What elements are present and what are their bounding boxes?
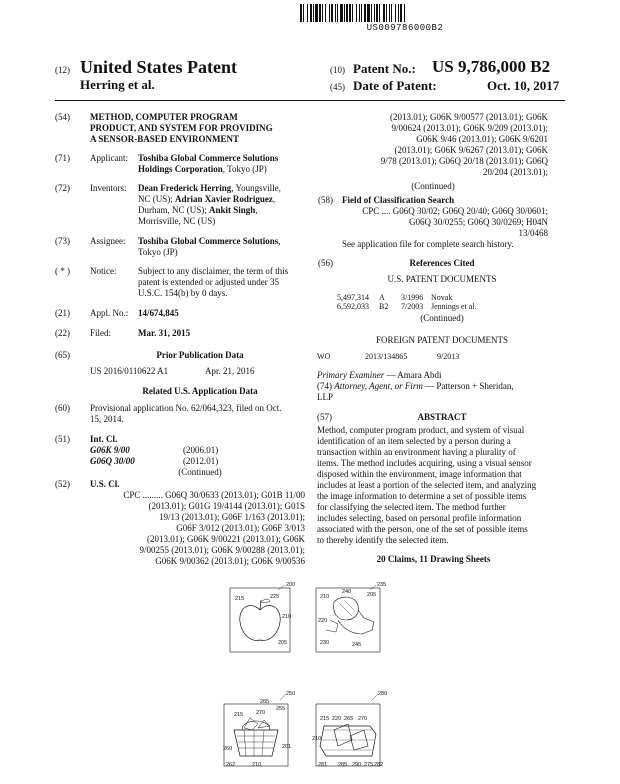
apple-stem: [260, 600, 261, 610]
cpc-line: 9/78 (2013.01); G06Q 20/18 (2013.01); G06Q: [380, 156, 548, 166]
inventors-code: (72): [55, 183, 70, 193]
fig-label: 210: [252, 762, 262, 768]
fig-ref-label: 235: [377, 582, 387, 588]
filed-code: (22): [55, 328, 70, 338]
related-heading: Related U.S. Application Data: [142, 386, 258, 396]
abstract-heading: ABSTRACT: [417, 412, 467, 422]
inventor-loc: ,: [255, 205, 258, 215]
publication-number: US009786000B2: [366, 23, 444, 33]
fig-ref-label: 200: [286, 582, 296, 588]
applicant-line: , Tokyo (JP): [222, 164, 267, 174]
abstract-line: includes selecting, based on personal profile information: [317, 513, 522, 523]
fig-label: 210: [320, 594, 330, 600]
inventor-loc: Durham, NC (US);: [138, 205, 209, 215]
prior-code: (65): [55, 350, 70, 360]
fig-label: 265: [344, 716, 354, 722]
inventor-loc: , Youngsville,: [231, 183, 281, 193]
applicant-value: [138, 153, 308, 175]
fig-label: 205: [278, 640, 288, 646]
inventor-name: Dean Frederick Herring: [138, 183, 232, 193]
fig-label: 270: [358, 716, 368, 722]
applicant-code: (71): [55, 153, 70, 163]
cpc-line: G06F 3/012 (2013.01); G06F 3/013: [176, 523, 305, 533]
foreign-heading: FOREIGN PATENT DOCUMENTS: [375, 335, 509, 345]
field-code: (58): [318, 195, 333, 205]
fig-label: 281: [318, 762, 328, 768]
abstract-line: disposed within the environment, image information that: [317, 469, 522, 479]
provisional-code: (60): [55, 403, 70, 413]
fig-label: 290: [352, 762, 362, 768]
inventors-label: Inventors:: [90, 183, 127, 193]
inventor-name: Adrian Xavier Rodriguez: [175, 194, 273, 204]
barcode-bar: [405, 4, 406, 22]
attorney: [317, 381, 514, 392]
figure-hand-item: [312, 580, 392, 660]
notice-code: ( * ): [55, 266, 70, 276]
us-doc-kind: A: [379, 293, 385, 302]
cpc-line: (2013.01); G01G 19/4144 (2013.01); G01S: [148, 501, 305, 511]
applicant-line: Holdings Corporation: [138, 164, 223, 174]
field-see: See application file for complete search history.: [342, 239, 514, 249]
fig-label: 210: [312, 736, 322, 742]
fig-ref-label: 250: [286, 691, 296, 697]
inventor-loc: ,: [272, 194, 276, 204]
us-doc-number: 5,497,314: [337, 293, 369, 302]
intcl-code: (51): [55, 434, 70, 444]
refs-heading: References Cited: [409, 258, 475, 268]
inventor-loc: Morrisville, NC (US): [138, 216, 216, 226]
fig-label: 275: [364, 762, 374, 768]
field-line: 13/0468: [518, 228, 548, 238]
cpc-line: G06K 9/46 (2013.01); G06K 9/6201: [416, 134, 548, 144]
claims-sheets: 20 Claims, 11 Drawing Sheets: [376, 554, 491, 564]
attorney-value-2: LLP: [317, 392, 334, 402]
uscl-label: U.S. Cl.: [90, 479, 120, 489]
fig-label: 230: [320, 640, 330, 646]
cpc-line: (2013.01); G06K 9/00577 (2013.01); G06K: [390, 112, 548, 122]
cpc-line: 19/13 (2013.01); G06F 1/163 (2013.01);: [159, 512, 305, 522]
refs-code: (56): [318, 258, 333, 268]
field-line: CPC .... G06Q 30/02; G06Q 20/40; G06Q 30/0601;: [362, 206, 548, 216]
field-heading: Field of Classification Search: [342, 195, 455, 205]
appl-code: (21): [55, 308, 70, 318]
notice-label: Notice:: [90, 266, 117, 276]
foreign-number: 2013/134865: [365, 352, 408, 361]
patent-no-label: Patent No.:: [353, 61, 416, 76]
fig-label: 282: [374, 762, 384, 768]
assignee-line: ,: [278, 236, 281, 246]
intcl-class: G06K 9/00: [90, 445, 130, 455]
prior-date: Apr. 21, 2016: [205, 366, 255, 376]
abstract-line: identification of an item selected by a person during a: [317, 436, 511, 446]
us-docs-heading: U.S. PATENT DOCUMENTS: [387, 274, 497, 284]
cpc-continued: (Continued): [411, 181, 455, 191]
appl-value: 14/674,845: [138, 308, 179, 318]
provisional-line: Provisional application No. 62/064,323, filed on Oct.: [90, 403, 282, 413]
fig-label: 260: [223, 746, 233, 752]
cpc-line: 9/00255 (2013.01); G06K 9/00288 (2013.01);: [139, 545, 305, 555]
intcl-label: Int. Cl.: [90, 434, 118, 444]
uscl-code: (52): [55, 479, 70, 489]
intcl-class: G06Q 30/00: [90, 456, 135, 466]
examiner: [317, 370, 442, 381]
examiner-value: — Amara Abdi: [384, 370, 442, 380]
patent-type-title: United States Patent: [80, 57, 237, 77]
intcl-year: (2006.01): [183, 445, 219, 455]
notice-line: Subject to any disclaimer, the term of this: [138, 266, 289, 276]
fig-label: 220: [318, 618, 328, 624]
intcl-year: (2012.01): [183, 456, 219, 466]
date-label: Date of Patent:: [353, 78, 437, 93]
header-code-10: (10): [330, 65, 345, 75]
fig-ref-label: 280: [378, 691, 388, 697]
provisional-line: 15, 2014.: [90, 414, 124, 424]
abstract-code: (57): [317, 412, 332, 422]
filed-value: Mar. 31, 2015: [138, 328, 191, 338]
fig-label: 262: [226, 762, 236, 768]
cpc-line: 20/204 (2013.01);: [483, 167, 548, 177]
inventors-value: [138, 183, 313, 227]
us-doc-kind: B2: [379, 302, 389, 311]
figure-frame: [316, 704, 380, 766]
header-code-45: (45): [330, 82, 345, 92]
figure-basket: [220, 690, 300, 770]
abstract-line: transaction within an environment having a plurality of: [317, 447, 516, 457]
filed-label: Filed:: [90, 328, 112, 338]
abstract-line: Method, computer program product, and system of visual: [317, 425, 525, 435]
abstract-line: includes at least a portion of the selected item, and analyzing: [317, 480, 537, 490]
us-doc-date: 3/1996: [401, 293, 424, 302]
abstract-line: items. The method includes acquiring, using a visual sensor: [317, 458, 532, 468]
date-value: Oct. 10, 2017: [487, 78, 560, 93]
header-rule: [55, 100, 565, 101]
fig-label: 205: [367, 592, 377, 598]
cpc-line: (2013.01); G06K 9/6267 (2013.01); G06K: [394, 145, 548, 155]
fig-label: 270: [256, 710, 266, 716]
assignee-line: Toshiba Global Commerce Solutions: [138, 236, 279, 246]
fig-label: 210: [282, 614, 292, 620]
field-list: [342, 206, 548, 239]
attorney-code: (74): [317, 381, 332, 391]
refs-continued: (Continued): [420, 313, 464, 323]
fig-label: 285: [338, 762, 348, 768]
cpc-list: [90, 490, 305, 567]
apple-outline: [240, 606, 280, 641]
applicant-line: Toshiba Global Commerce Solutions: [138, 153, 279, 163]
cpc-line: 9/00624 (2013.01); G06K 9/209 (2013.01);: [391, 123, 548, 133]
barcode: [300, 4, 510, 22]
fig-label: 215: [235, 596, 245, 602]
figure-tray: [312, 690, 392, 770]
hand-outline: [338, 610, 374, 634]
tray-outline: [320, 726, 376, 756]
assignee-code: (73): [55, 236, 70, 246]
cpc-line: G06K 9/00362 (2013.01); G06K 9/00536: [155, 556, 305, 566]
assignee-label: Assignee:: [90, 236, 126, 246]
inventor-loc: NC (US);: [138, 194, 176, 204]
title-line: A SENSOR-BASED ENVIRONMENT: [90, 134, 240, 144]
notice-value: [138, 266, 313, 299]
patent-no-value: US 9,786,000 B2: [432, 57, 551, 76]
us-doc-date: 7/2003: [401, 302, 424, 311]
held-item-outline: [334, 597, 359, 620]
fig-label: 265: [260, 699, 270, 705]
inventor-name: Ankit Singh: [209, 205, 256, 215]
assignee-line: Tokyo (JP): [138, 247, 178, 257]
notice-line: U.S.C. 154(b) by 0 days.: [138, 288, 228, 298]
foreign-date: 9/2013: [437, 352, 460, 361]
attorney-value: — Patterson + Sheridan,: [422, 381, 514, 391]
fig-label: 201: [282, 744, 292, 750]
fig-label: 240: [342, 589, 352, 595]
invention-title: [90, 112, 305, 145]
cpc-continuation: [318, 112, 548, 178]
attorney-label: Attorney, Agent, or Firm: [334, 381, 423, 391]
prior-heading: Prior Publication Data: [156, 350, 244, 360]
foreign-country: WO: [317, 352, 331, 361]
field-line: G06Q 30/0255; G06Q 30/0269; H04N: [409, 217, 548, 227]
applicant-label: Applicant:: [90, 153, 128, 163]
us-doc-name: Novak: [431, 293, 453, 302]
cpc-line: (2013.01); G06K 9/00221 (2013.01); G06K: [147, 534, 305, 544]
figure-apple: [220, 580, 300, 660]
us-doc-number: 6,592,033: [337, 302, 369, 311]
fig-label: 255: [276, 706, 286, 712]
title-code: (54): [55, 112, 70, 122]
abstract-line: the image information to determine a set of possible items: [317, 491, 527, 501]
cpc-line: CPC ......... G06Q 30/0633 (2013.01); G01B 11/00: [123, 490, 305, 500]
title-line: PRODUCT, AND SYSTEM FOR PROVIDING: [90, 123, 273, 133]
apple-leaf: [261, 599, 270, 602]
intcl-continued: (Continued): [178, 467, 222, 477]
abstract-body: [317, 425, 550, 546]
abstract-line: to thereby identify the selected item.: [317, 535, 449, 545]
title-line: METHOD, COMPUTER PROGRAM: [90, 112, 238, 122]
inventor-short: Herring et al.: [80, 77, 155, 92]
basket-outline: [234, 730, 278, 756]
examiner-label: Primary Examiner: [317, 370, 385, 380]
abstract-line: associated with the person, one of the set of possible items: [317, 524, 528, 534]
fig-label: 220: [332, 716, 342, 722]
appl-label: Appl. No.:: [90, 308, 129, 318]
header-code-12: (12): [55, 65, 70, 75]
fig-label: 225: [270, 594, 280, 600]
us-doc-name: Jennings et al.: [431, 302, 477, 311]
provisional-value: [90, 403, 310, 425]
fig-label: 215: [234, 712, 244, 718]
prior-pub: US 2016/0110622 A1: [90, 366, 169, 376]
assignee-value: [138, 236, 313, 258]
abstract-line: for classifying the selected item. The method further: [317, 502, 506, 512]
notice-line: patent is extended or adjusted under 35: [138, 277, 279, 287]
fig-label: 215: [320, 716, 330, 722]
fig-label: 245: [352, 642, 362, 648]
